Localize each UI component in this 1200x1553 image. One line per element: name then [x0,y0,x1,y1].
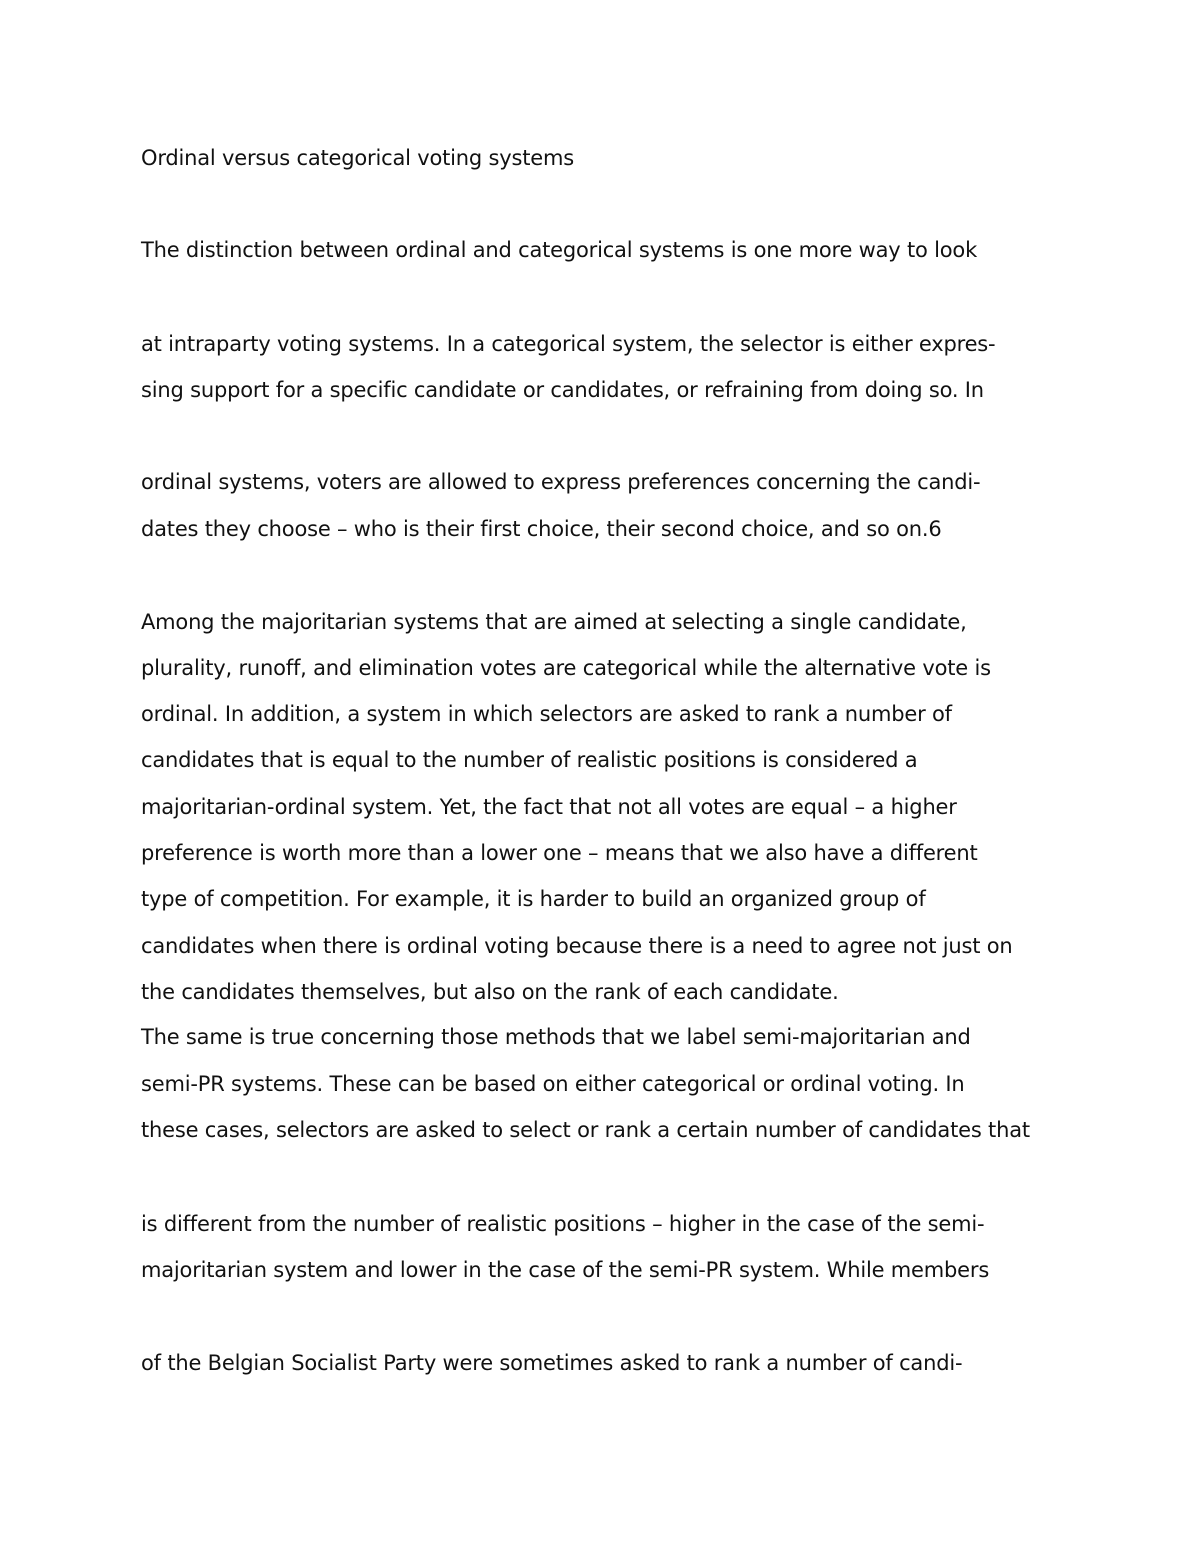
text-line: dates they choose – who is their first choice, their second choice, and so on.6 [141,517,942,541]
document-title: Ordinal versus categorical voting systems [141,146,574,170]
text-line: The same is true concerning those methods that we label semi-majoritarian and [141,1025,971,1049]
text-line: preference is worth more than a lower one – means that we also have a different [141,841,978,865]
text-line: majoritarian-ordinal system. Yet, the fact that not all votes are equal – a higher [141,795,957,819]
text-line: ordinal. In addition, a system in which selectors are asked to rank a number of [141,702,952,726]
text-line: candidates when there is ordinal voting because there is a need to agree not just on [141,934,1013,958]
text-line: is different from the number of realistic positions – higher in the case of the semi- [141,1212,985,1236]
text-line: candidates that is equal to the number of realistic positions is considered a [141,748,918,772]
text-line: the candidates themselves, but also on the rank of each candidate. [141,980,839,1004]
text-line: these cases, selectors are asked to select or rank a certain number of candidates that [141,1118,1030,1142]
text-line: majoritarian system and lower in the case of the semi-PR system. While members [141,1258,990,1282]
text-line: sing support for a specific candidate or candidates, or refraining from doing so. In [141,378,984,402]
text-line: type of competition. For example, it is harder to build an organized group of [141,887,926,911]
text-line: at intraparty voting systems. In a categorical system, the selector is either expres- [141,332,996,356]
text-line: semi-PR systems. These can be based on either categorical or ordinal voting. In [141,1072,965,1096]
text-line: plurality, runoff, and elimination votes are categorical while the alternative vote is [141,656,991,680]
text-line: of the Belgian Socialist Party were sometimes asked to rank a number of candi- [141,1351,963,1375]
text-line: Among the majoritarian systems that are aimed at selecting a single candidate, [141,610,967,634]
text-line: ordinal systems, voters are allowed to express preferences concerning the candi- [141,470,981,494]
text-line: The distinction between ordinal and categorical systems is one more way to look [141,238,978,262]
